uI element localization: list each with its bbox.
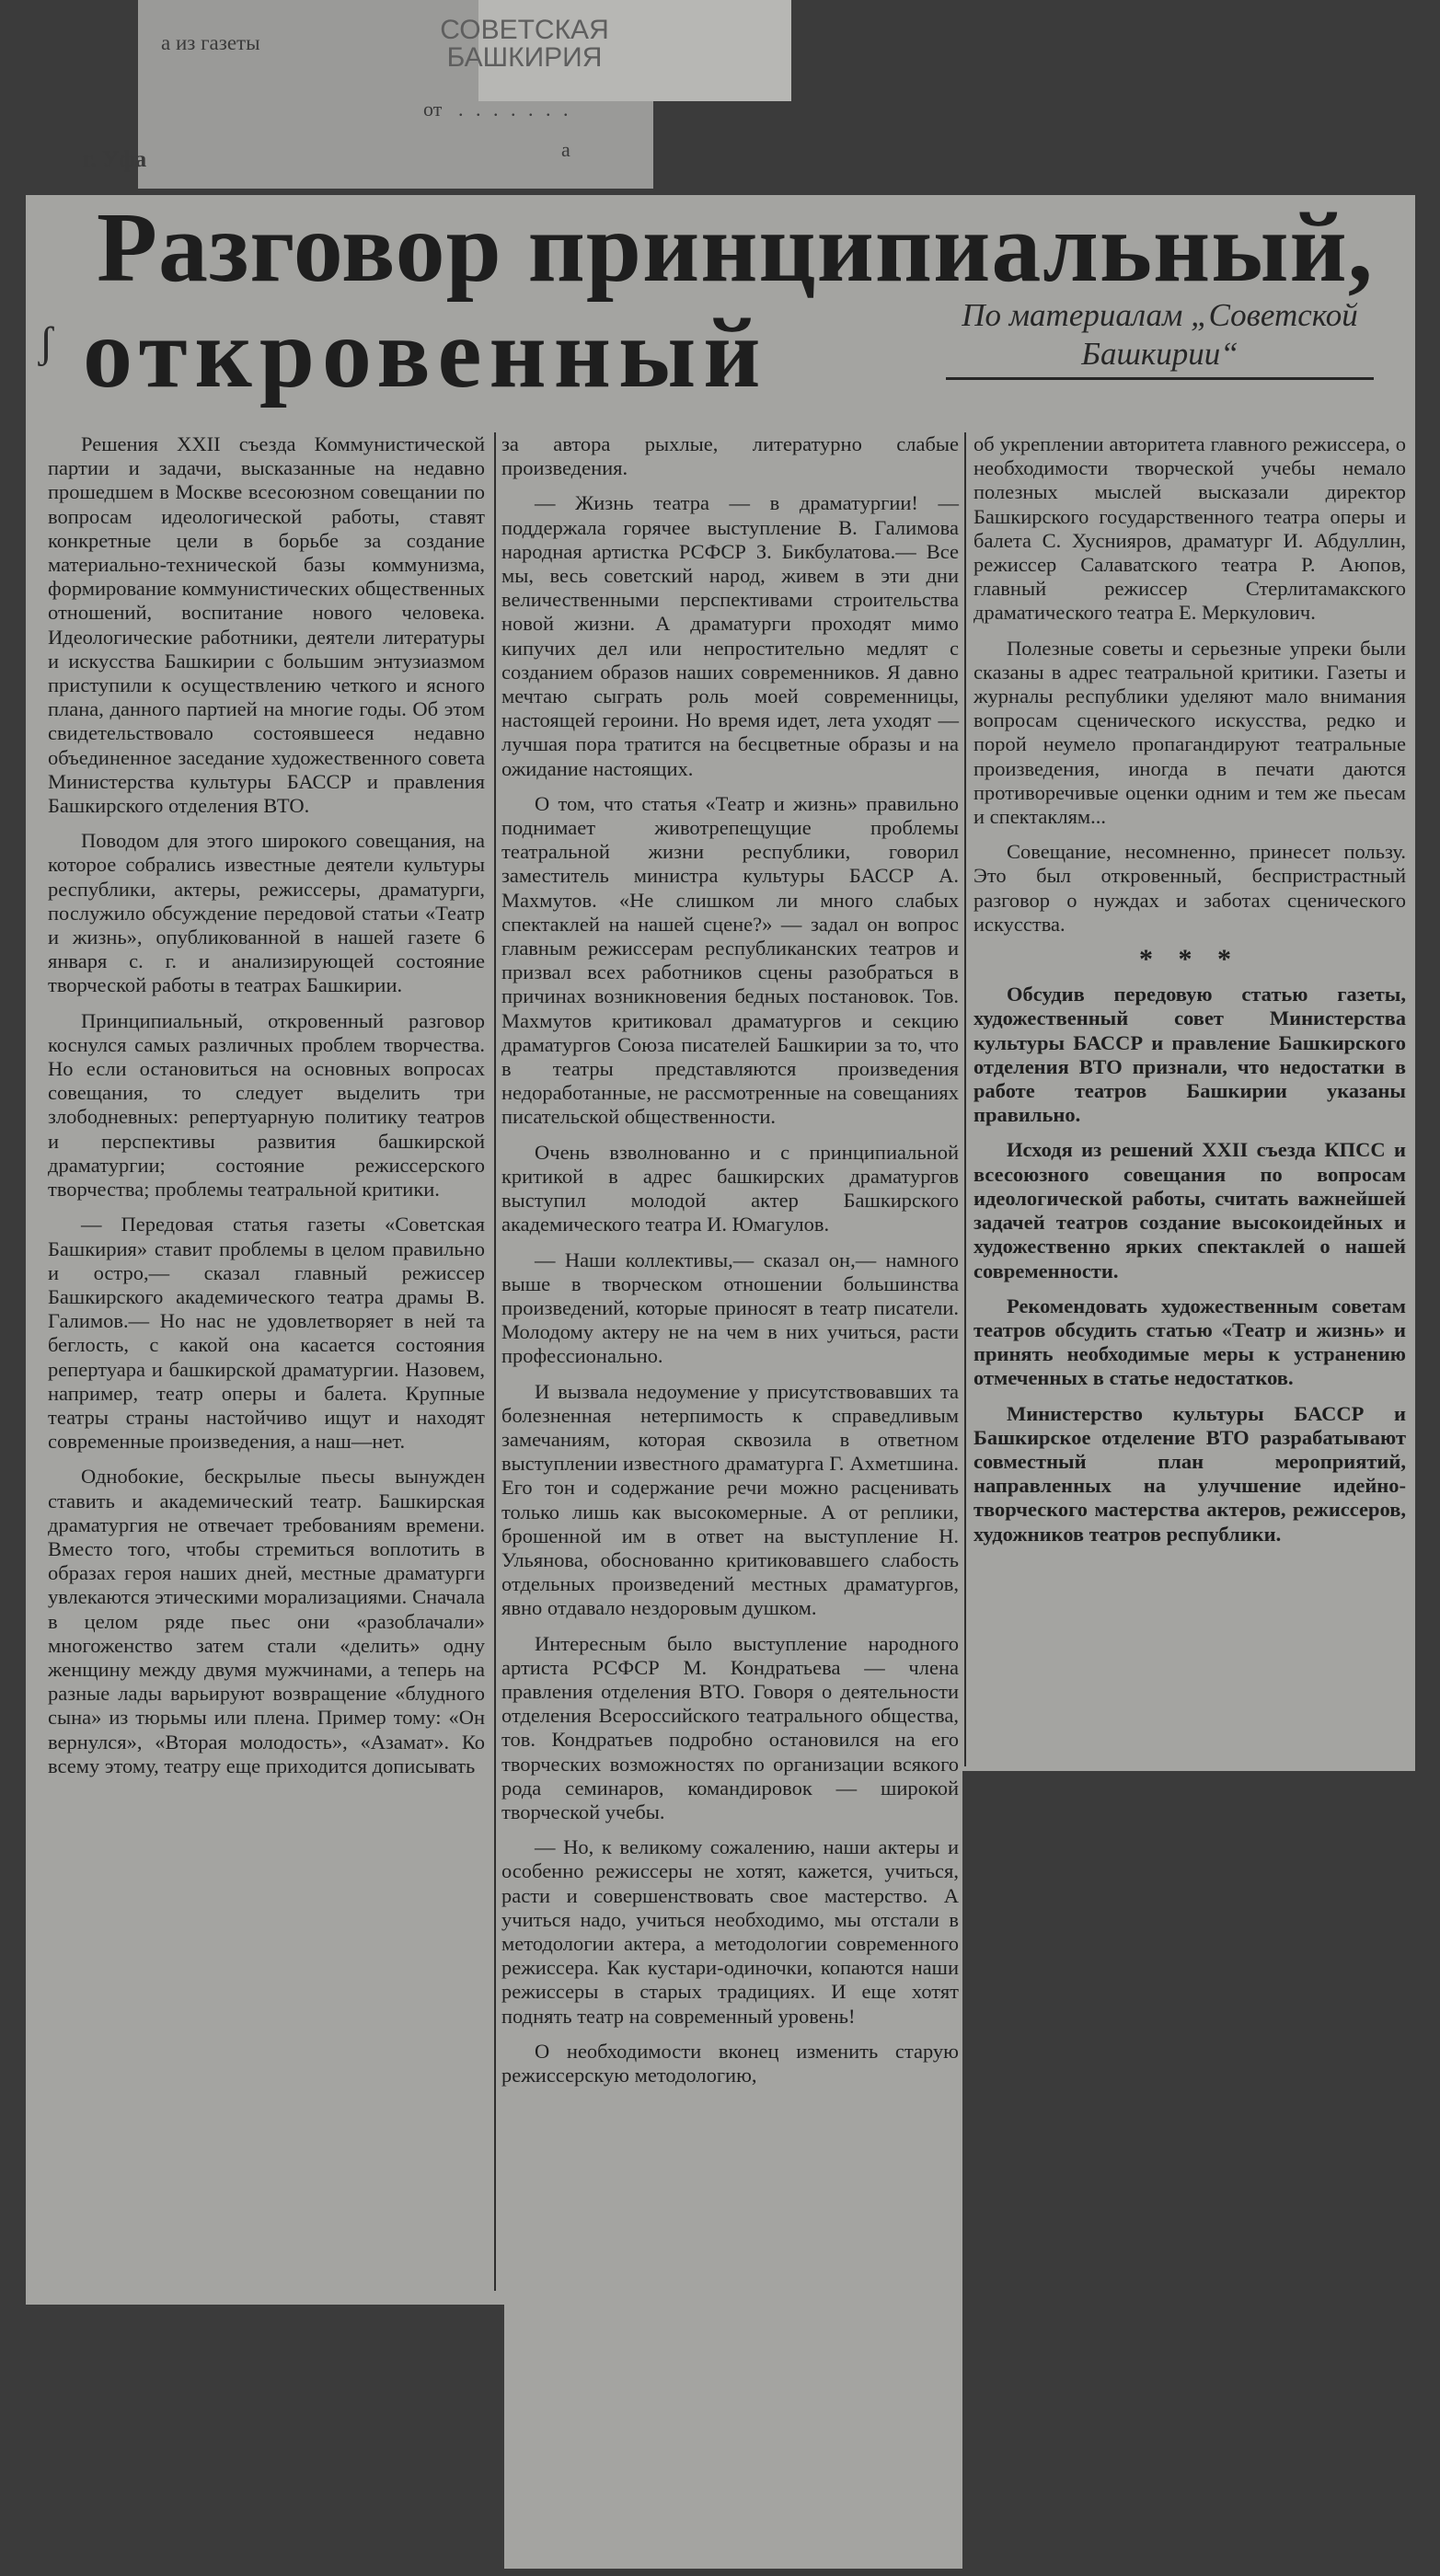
stamp-city: г. Уфа [83, 147, 147, 172]
column-divider-2 [964, 432, 966, 1766]
headline-line-1: Разговор принципиальный, [97, 193, 1374, 303]
article-paragraph: — Наши коллективы,— сказал он,— намного выше в творческом отношении большинства произведений, которые приносят в театр писатели. Молодому актеру не на чем в них учиться, расти профессионально. [501, 1248, 959, 1368]
stamp-paper-name: СОВЕТСКАЯ БАШКИРИЯ [440, 15, 609, 73]
stamp-date-dots: . . . . . . . [458, 98, 572, 121]
article-paragraph: Полезные советы и серьезные упреки были сказаны в адрес театральной критики. Газеты и журналы республики уделяют мало внимания вопросам сценического искусства, редко и порой неумело пропагандируют театральные произведения, иногда в печати даются противоречивые оценки одним и тем же пьесам и спектаклям... [973, 636, 1406, 829]
article-paragraph: Интересным было выступление народного артиста РСФСР М. Кондратьева — члена правления отделения ВТО. Говоря о деятельности отделения Всероссийского театрального общества, тов. Кондратьев подробно остановился на его творческих возможностях по организации всякого рода семинаров, командировок — широкой творческой учебы. [501, 1631, 959, 1823]
article-paragraph: за автора рыхлые, литературно слабые произведения. [501, 432, 959, 480]
article-paragraph: Очень взволнованно и с принципиальной критикой в адрес башкирских драматургов выступил молодой актер Башкирского академического театра И. Юмагулов. [501, 1140, 959, 1236]
margin-mark: ʃ [39, 318, 53, 367]
stamp-paper-label: а из газеты [161, 31, 260, 54]
resolution-paragraph: Обсудив передовую статью газеты, художественный совет Министерства культуры БАССР и правление Башкирского отделения ВТО признали, что недостатки в работе театров Башкирии указаны правильно. [973, 983, 1406, 1127]
article-column-2 [501, 432, 959, 2099]
article-paragraph: Однобокие, бескрылые пьесы вынужден ставить и академический театр. Башкирская драматургия не отвечает требованиям времени. Вместо того, чтобы стремиться воплотить в образах героя наших дней, местные драматурги увлекаются этическими морализациями. Сначала в целом ряде пьес они «разоблачали» многоженство затем стали «делить» одну женщину между двумя мужчинами, а теперь на разные лады варьируют возвращение «блудного сына» из тюрьмы или плена. Пример тому: «Он вернулся», «Вторая молодость», «Азамат». Ко всему этому, театру еще приходится дописывать [48, 1465, 485, 1777]
article-column-3 [973, 432, 1406, 1558]
resolution-paragraph: Рекомендовать художественным советам театров обсудить статью «Театр и жизнь» и принять необходимые меры к устранению отмеченных в статье недостатков. [973, 1294, 1406, 1390]
clipping-cut-right [962, 1771, 1415, 2569]
article-paragraph: — Передовая статья газеты «Советская Башкирия» ставит проблемы в целом правильно и остро,— сказал главный режиссер Башкирского академического театра драмы В. Галимов.— Но нас не удовлетворяет в ней та беглость, с какой она касается состояния репертуара и башкирской драматургии. Назовем, например, театр оперы и балета. Крупные театры страны настойчиво ищут и находят современные произведения, а наш—нет. [48, 1213, 485, 1454]
stamp-from-label: от [423, 98, 443, 121]
resolution-paragraph: Исходя из решений XXII съезда КПСС и всесоюзного совещания по вопросам идеологической работы, считать важнейшей задачей театров создание высокоидейных и художественно ярких спектаклей о нашей современности. [973, 1138, 1406, 1282]
section-separator: * * * [1139, 944, 1240, 975]
headline-line-2: откровенный [83, 299, 768, 408]
article-paragraph: — Жизнь театра — в драматургии! —поддержала горячее выступление В. Галимова народная артистка РСФСР З. Бикбулатова.— Все мы, весь советский народ, живем в эти дни величественными перспективами строительства новой жизни. А драматурги проходят мимо кипучих дел или непростительно медлят с созданием образов наших современников. Я давно мечтаю сыграть роль моей современницы, настоящей героини. Но время идет, лета уходят — лучшая пора тратится на бесцветные образы и на ожидание настоящих. [501, 491, 959, 780]
resolution-paragraph: Министерство культуры БАССР и Башкирское отделение ВТО разрабатывают совместный план мероприятий, направленных на улучшение идейно-творческого мастерства актеров, режиссеров, художников театров республики. [973, 1401, 1406, 1546]
article-paragraph: Принципиальный, откровенный разговор коснулся самых различных проблем творчества. Но если остановиться на основных вопросах совещания, то следует выделить три злободневных: репертуарную политику театров и перспективы развития башкирской драматургии; состояние режиссерского творчества; проблемы театральной критики. [48, 1008, 485, 1202]
article-paragraph: Поводом для этого широкого совещания, на которое собрались известные деятели культуры республики, актеры, режиссеры, драматурги, послужило обсуждение передовой статьи «Театр и жизнь», опубликованной в нашей газете 6 января с. г. и анализирующей состояние творческой работы в театрах Башкирии. [48, 829, 485, 997]
clipping-cut-left [26, 2305, 504, 2569]
article-paragraph: О том, что статья «Театр и жизнь» правильно поднимает животрепещущие проблемы театральной жизни республики, говорил заместитель министра культуры БАССР А. Махмутов. «Не слишком ли много слабых спектаклей на нашей сцене?» — задал он вопрос главным режиссерам республиканских театров и призвал всех работников сцены разобраться в причинах возникновения бедных постановок. Тов. Махмутов критиковал драматургов и секцию драматургов Союза писателей Башкирии за то, что в театры представляются произведения недоработанные, не рассмотренные на совещаниях писательской общественности. [501, 791, 959, 1129]
column-divider-1 [494, 432, 496, 2291]
article-byline: По материалам „Советской Башкирии“ [946, 296, 1374, 380]
article-paragraph: Решения XXII съезда Коммунистической партии и задачи, высказанные на недавно прошедшем в Москве всесоюзном совещании по вопросам идеологической работы, ставят конкретные цели в борьбе за создание материально-технической базы коммунизма, формирование коммунистических общественных отношений, воспитание нового человека. Идеологические работники, деятели литературы и искусства Башкирии с большим энтузиазмом приступили к осуществлению четкого и ясного плана, данного партией на многие годы. Об этом свидетельствовало состоявшееся недавно объединенное заседание художественного совета Министерства культуры БАССР и правления Башкирского отделения ВТО. [48, 432, 485, 818]
article-column-1 [48, 432, 485, 1789]
article-paragraph: об укреплении авторитета главного режиссера, о необходимости творческой учебы немало полезных мыслей высказали директор Башкирского государственного театра оперы и балета С. Хуснияров, драматург И. Абдуллин, режиссер Салаватского театра Р. Аюпов, главный режиссер Стерлитамакского драматического театра Е. Меркулович. [973, 432, 1406, 625]
stamp-a-label: а [561, 138, 570, 161]
article-paragraph: О необходимости вконец изменить старую режиссерскую методологию, [501, 2039, 959, 2087]
article-paragraph: Совещание, несомненно, принесет пользу. Это был откровенный, беспристрастный разговор о нуждах и заботах сценического искусства. [973, 840, 1406, 936]
article-paragraph: И вызвала недоумение у присутствовавших та болезненная нетерпимость к справедливым замечаниям, которая сквозила в ответном выступлении известного драматурга Г. Ахметшина. Его тон и содержание речи можно расценивать только лишь как высокомерные. А от реплики, брошенной им в ответ на выступление Н. Ульянова, обоснованно критиковавшего слабость отдельных произведений местных драматургов, явно отдавало нездоровым душком. [501, 1379, 959, 1620]
article-paragraph: — Но, к великому сожалению, наши актеры и особенно режиссеры не хотят, кажется, учиться, расти и совершенствовать свое мастерство. А учиться надо, учиться необходимо, мы отстали в методологии актера, а методологии современного режиссера. Как кустари-одиночки, копаются наши режиссеры в старых традициях. И еще хотят поднять театр на современный уровень! [501, 1835, 959, 2028]
